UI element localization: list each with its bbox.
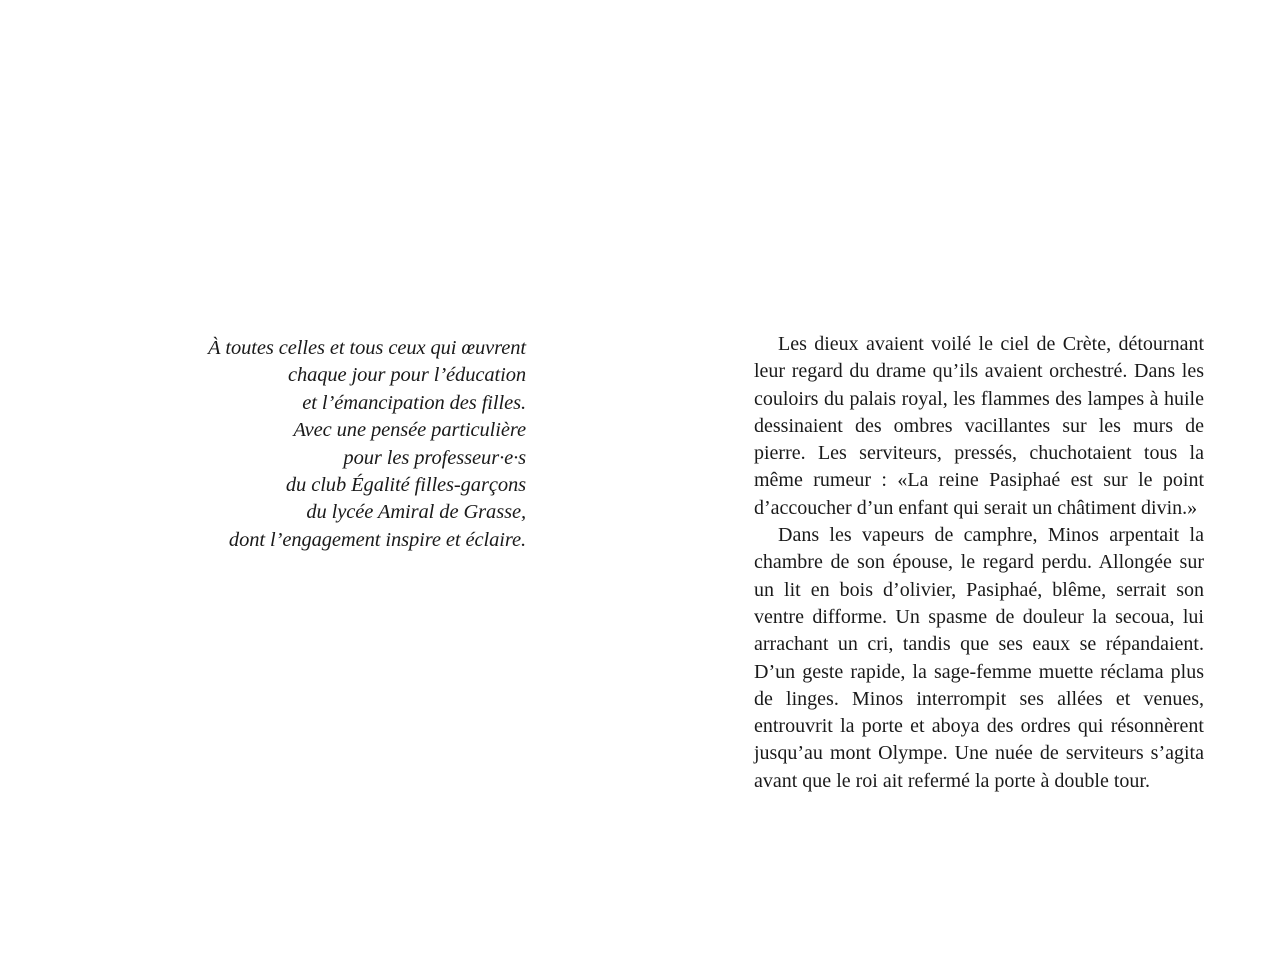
dedication-line: chaque jour pour l’éducation <box>287 364 526 387</box>
dedication-line: Avec une pensée particulière <box>293 419 526 442</box>
dedication-line: du lycée Amiral de Grasse, <box>306 501 526 524</box>
dedication <box>106 335 526 554</box>
right-page <box>640 0 1280 960</box>
dedication-line: pour les professeur·e·s <box>343 446 526 469</box>
dedication-line: et l’émancipation des filles. <box>302 391 526 414</box>
dedication-line: dont l’engagement inspire et éclaire. <box>228 528 526 551</box>
dedication-line: À toutes celles et tous ceux qui œuvrent <box>207 337 526 359</box>
paragraph: Les dieux avaient voilé le ciel de Crète, détournant leur regard du drame qu’ils avaient orchestré. Dans les couloirs du palais royal, les flammes des lampes à huile dessinaient des ombres vacillantes sur les murs de pierre. Les serviteurs, pressés, chuchotaient tous la même rumeur : «La reine Pasiphaé est sur le point d’accoucher d’un enfant qui serait un châtiment divin.» <box>754 333 1204 519</box>
chapter-body-text <box>754 331 1204 795</box>
paragraph: Dans les vapeurs de camphre, Minos arpentait la chambre de son épouse, le regard perdu. Allongée sur un lit en bois d’olivier, Pasiphaé, blême, serrait son ventre difforme. Un spasme de douleur la secoua, lui arrachant un cri, tandis que ses eaux se répandaient. D’un geste rapide, la sage-femme muette réclama plus de linges. Minos interrompit ses allées et venues, entrouvrit la porte et aboya des ordres qui résonnèrent jusqu’au mont Olympe. Une nuée de serviteurs s’agita avant que le roi ait refermé la porte à double tour. <box>754 524 1204 792</box>
dedication-line: du club Égalité filles-garçons <box>285 474 526 497</box>
